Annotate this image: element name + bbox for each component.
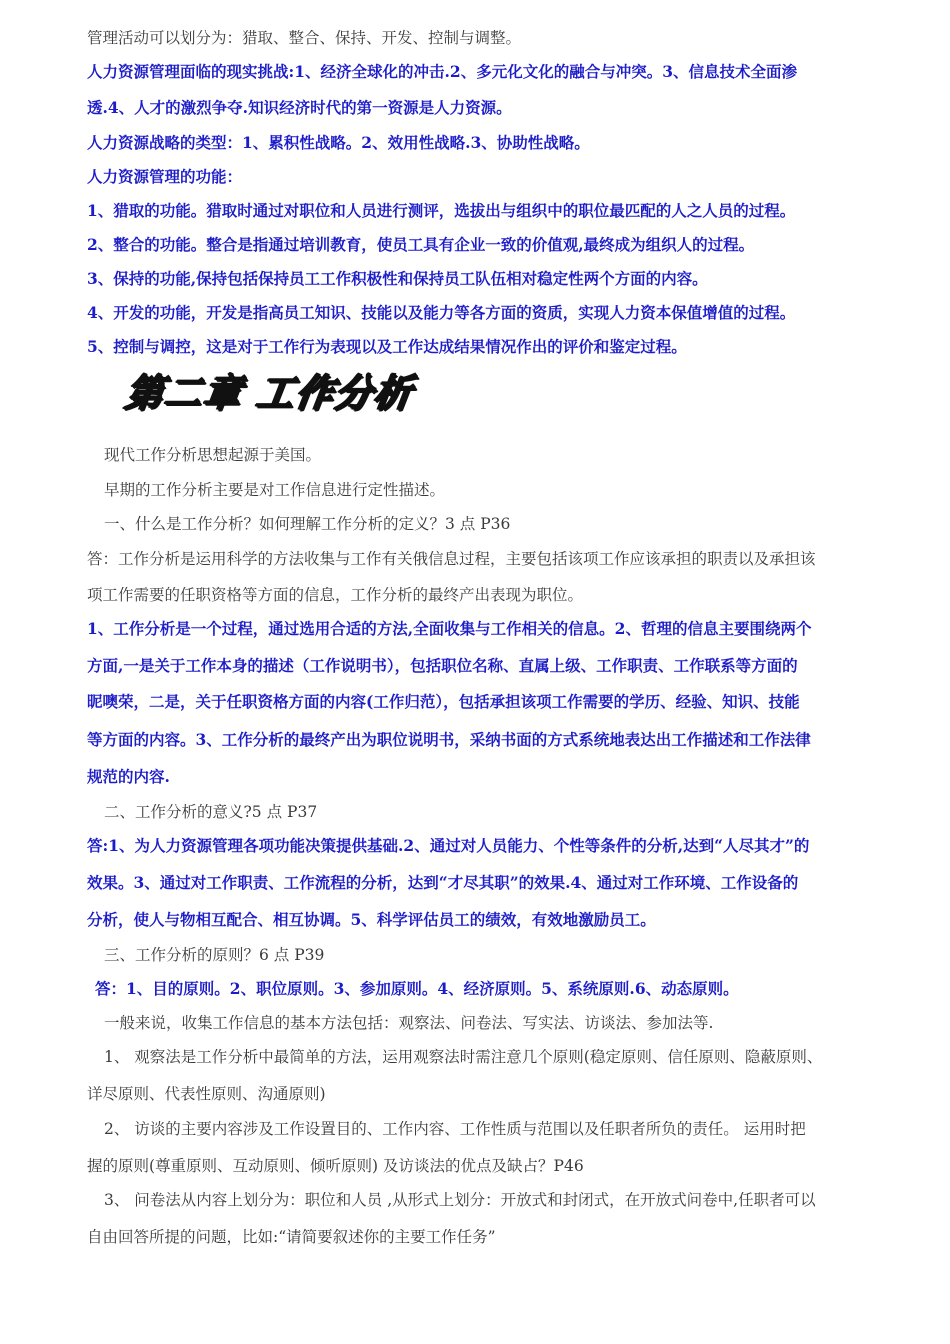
- list-item-function-3: 3、保持的功能,保持包括保持员工工作积极性和保持员工队伍相对稳定性两个方面的内容。: [87, 269, 708, 288]
- answer-1-line-1: 答：工作分析是运用科学的方法收集与工作有关俄信息过程，主要包括该项工作应该承担的职责以及承担该: [87, 550, 816, 568]
- paragraph-strategy-types: 人力资源战略的类型：1、累积性战略。2、效用性战略.3、协助性战略。: [87, 133, 590, 152]
- chapter-title: 第二章 工作分析: [121, 371, 416, 415]
- answer-1-detail-line-4: 等方面的内容。3、工作分析的最终产出为职位说明书，采纳书面的方式系统地表达出工作描述和工作法律: [87, 730, 811, 749]
- answer-1-line-2: 项工作需要的任职资格等方面的信息，工作分析的最终产出表现为职位。: [87, 586, 584, 604]
- question-2: 二、工作分析的意义?5 点 P37: [104, 803, 318, 821]
- method-3-line-2: 自由回答所提的问题，比如:“请简要叙述你的主要工作任务”: [87, 1228, 496, 1246]
- paragraph-challenges-2: 透.4、人才的激烈争夺.知识经济时代的第一资源是人力资源。: [87, 98, 512, 117]
- paragraph-methods: 一般来说，收集工作信息的基本方法包括：观察法、问卷法、写实法、访谈法、参加法等.: [104, 1014, 714, 1032]
- answer-1-detail-line-2: 方面,一是关于工作本身的描述（工作说明书），包括职位名称、直属上级、工作职责、工作联系等方面的: [87, 656, 798, 675]
- paragraph-functions-heading: 人力资源管理的功能：: [87, 167, 243, 186]
- answer-1-detail-line-3: 昵噢荣，二是，关于任职资格方面的内容(工作归范），包括承担该项工作需要的学历、经验、知识、技能: [87, 692, 800, 711]
- list-item-function-1: 1、猎取的功能。猎取时通过对职位和人员进行测评，选拔出与组织中的职位最匹配的人之人员的过程。: [87, 201, 796, 220]
- list-item-function-5: 5、控制与调控，这是对于工作行为表现以及工作达成结果情况作出的评价和鉴定过程。: [87, 337, 687, 356]
- answer-2-line-1: 答:1、为人力资源管理各项功能决策提供基础.2、通过对人员能力、个性等条件的分析,达到“人尽其才”的: [87, 836, 810, 855]
- answer-3: 答：1、目的原则。2、职位原则。3、参加原则。4、经济原则。5、系统原则.6、动态原则。: [95, 979, 739, 998]
- paragraph-early-analysis: 早期的工作分析主要是对工作信息进行定性描述。: [104, 481, 446, 499]
- list-item-function-4: 4、开发的功能，开发是指高员工知识、技能以及能力等各方面的资质，实现人力资本保值增值的过程。: [87, 303, 796, 322]
- question-1: 一、什么是工作分析？如何理解工作分析的定义？3 点 P36: [104, 515, 511, 533]
- answer-2-line-2: 效果。3、通过对工作职责、工作流程的分析，达到“才尽其职”的效果.4、通过对工作环境、工作设备的: [87, 873, 799, 892]
- method-2-line-1: 2、 访谈的主要内容涉及工作设置目的、工作内容、工作性质与范围以及任职者所负的责任。 运用时把: [104, 1120, 806, 1138]
- answer-1-detail-line-1: 1、工作分析是一个过程，通过选用合适的方法,全面收集与工作相关的信息。2、哲理的信息主要围绕两个: [87, 619, 812, 638]
- paragraph-challenges-1: 人力资源管理面临的现实挑战:1、经济全球化的冲击.2、多元化文化的融合与冲突。3、信息技术全面渗: [87, 62, 797, 81]
- method-1-line-2: 详尽原则、代表性原则、沟通原则): [87, 1085, 326, 1103]
- list-item-function-2: 2、整合的功能。整合是指通过培训教育，使员工具有企业一致的价值观,最终成为组织人的过程。: [87, 235, 755, 254]
- method-1-line-1: 1、 观察法是工作分析中最简单的方法，运用观察法时需注意几个原则(稳定原则、信任原则、隐蔽原则、: [104, 1048, 823, 1066]
- question-3: 三、工作分析的原则？6 点 P39: [104, 946, 325, 964]
- answer-1-detail-line-5: 规范的内容.: [87, 767, 170, 786]
- paragraph-origin: 现代工作分析思想起源于美国。: [104, 446, 322, 464]
- method-3-line-1: 3、 问卷法从内容上划分为：职位和人员 ,从形式上划分：开放式和封闭式，在开放式问卷中,任职者可以: [104, 1191, 816, 1209]
- answer-2-line-3: 分析，使人与物相互配合、相互协调。5、科学评估员工的绩效，有效地激励员工。: [87, 910, 656, 929]
- method-2-line-2: 握的原则(尊重原则、互动原则、倾听原则) 及访谈法的优点及缺占？P46: [87, 1157, 584, 1175]
- paragraph-management-activities: 管理活动可以划分为：猎取、整合、保持、开发、控制与调整。: [87, 29, 522, 47]
